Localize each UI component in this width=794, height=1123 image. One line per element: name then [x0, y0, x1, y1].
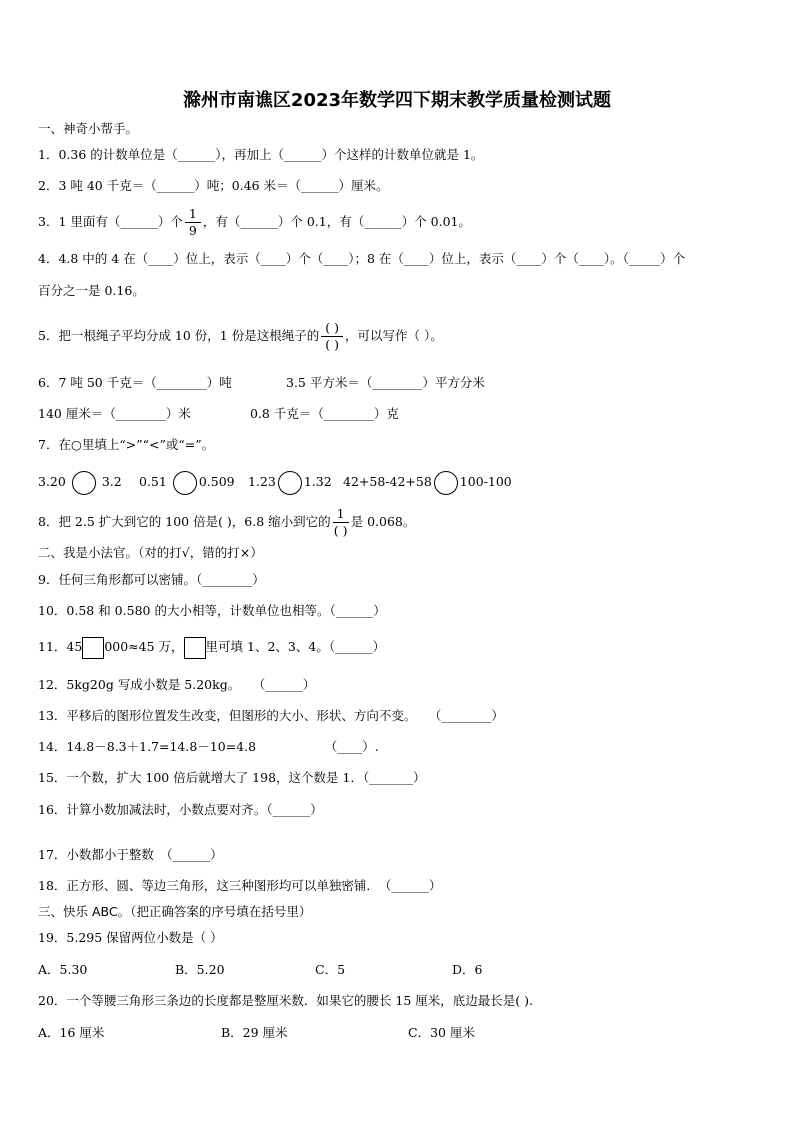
question-10: 10．0.58 和 0.580 的大小相等，计数单位也相等。（______）: [38, 603, 386, 618]
q19-option-d: D．6: [452, 962, 483, 977]
question-12: 12．5kg20g 写成小数是 5.20kg。 （______）: [38, 677, 316, 692]
compare-circle[interactable]: [173, 471, 197, 495]
q3-fraction: [185, 206, 201, 239]
question-18: 18．正方形、圆、等边三角形，这三种图形均可以单独密铺． （______）: [38, 878, 442, 893]
q3-text-b: ，有（______）个 0.1，有（______）个 0.01。: [202, 214, 472, 229]
q11-text-b: 000≈45 万，: [104, 639, 184, 654]
q11-text-c: 里可填 1、2、3、4。（______）: [205, 639, 386, 654]
q19-option-a: A．5.30: [38, 962, 88, 977]
q5-text-b: ，可以写作（ ）。: [344, 328, 443, 343]
q8-numerator: 1: [333, 506, 349, 523]
question-7: 7．在○里填上“>”“<”或“=”。: [38, 437, 215, 452]
compare-circle[interactable]: [72, 471, 96, 495]
q7-item-b: 0.51 0.509: [139, 470, 235, 495]
q5-denominator: ( ): [325, 337, 339, 352]
question-13: 13．平移后的图形位置发生改变，但图形的大小、形状、方向不变。 （________）: [38, 708, 504, 723]
question-3: [38, 204, 471, 240]
q3-denominator: 9: [188, 223, 197, 238]
question-1: 1．0.36 的计数单位是（______），再加上（______）个这样的计数单位就是 1。: [38, 147, 484, 162]
q8-text-a: 8．把 2.5 扩大到它的 100 倍是( )，6.8 缩小到它的: [38, 514, 331, 529]
q20-option-c: C．30 厘米: [408, 1025, 475, 1040]
q6-b: 3.5 平方米＝（________）平方分米: [286, 375, 485, 390]
question-2: 2．3 吨 40 千克＝（______）吨；0.46 米＝（______）厘米。: [38, 178, 389, 193]
compare-circle[interactable]: [434, 471, 458, 495]
compare-circle[interactable]: [278, 471, 302, 495]
q6-c: 140 厘米＝（________）米: [38, 406, 191, 421]
q8-text-b: 是 0.068。: [350, 514, 416, 529]
q3-numerator: 1: [185, 206, 201, 223]
q20-option-b: B．29 厘米: [221, 1025, 288, 1040]
q3-text-a: 3．1 里面有（______）个: [38, 214, 183, 229]
q7-item-c: 1.23 1.32: [248, 470, 332, 495]
q8-denominator: ( ): [333, 523, 348, 538]
q11-text-a: 11．45: [38, 639, 83, 654]
q6-d: 0.8 千克＝（________）克: [250, 406, 399, 421]
section-heading-2: 二、我是小法官。（对的打√，错的打×）: [38, 545, 263, 560]
digit-box[interactable]: [82, 637, 104, 659]
section-heading-1: 一、神奇小帮手。: [38, 121, 139, 136]
question-16: 16．计算小数加减法时，小数点要对齐。（______）: [38, 802, 323, 817]
question-20: 20．一个等腰三角形三条边的长度都是整厘米数．如果它的腰长 15 厘米，底边最长是( ).: [38, 993, 533, 1008]
q20-option-a: A．16 厘米: [38, 1025, 105, 1040]
q8-fraction: [333, 506, 349, 539]
q7-item-d: 42+58-42+58 100-100: [343, 470, 512, 495]
q19-option-b: B．5.20: [175, 962, 225, 977]
question-9: 9．任何三角形都可以密铺。（________）: [38, 572, 265, 587]
q5-fraction: [321, 320, 343, 353]
question-19: 19．5.295 保留两位小数是（ ）: [38, 930, 223, 945]
question-15: 15．一个数，扩大 100 倍后就增大了 198，这个数是 1．（_______）: [38, 770, 426, 785]
digit-box[interactable]: [184, 637, 206, 659]
question-4-line-2: 百分之一是 0.16。: [38, 283, 145, 298]
page-title: 滁州市南谯区2023年数学四下期末教学质量检测试题: [182, 90, 612, 111]
section-heading-3: 三、快乐 ABC。（把正确答案的序号填在括号里）: [38, 904, 312, 919]
q5-numerator: ( ): [321, 320, 343, 337]
q19-option-c: C．5: [315, 962, 346, 977]
q7-item-a: 3.20 3.2: [38, 470, 122, 495]
q6-a: 6．7 吨 50 千克＝（________）吨: [38, 375, 232, 390]
question-8: [38, 504, 415, 540]
question-14: 14．14.8－8.3＋1.7=14.8－10=4.8 （____）.: [38, 739, 379, 754]
q5-text-a: 5．把一根绳子平均分成 10 份，1 份是这根绳子的: [38, 328, 320, 343]
question-4-line-1: 4．4.8 中的 4 在（____）位上，表示（____）个（____）；8 在（____）位上，表示（____）个（____）。（_____）个: [38, 251, 686, 266]
question-11: [38, 636, 385, 659]
question-17: 17．小数都小于整数 （______）: [38, 847, 223, 862]
question-5: [38, 318, 443, 354]
